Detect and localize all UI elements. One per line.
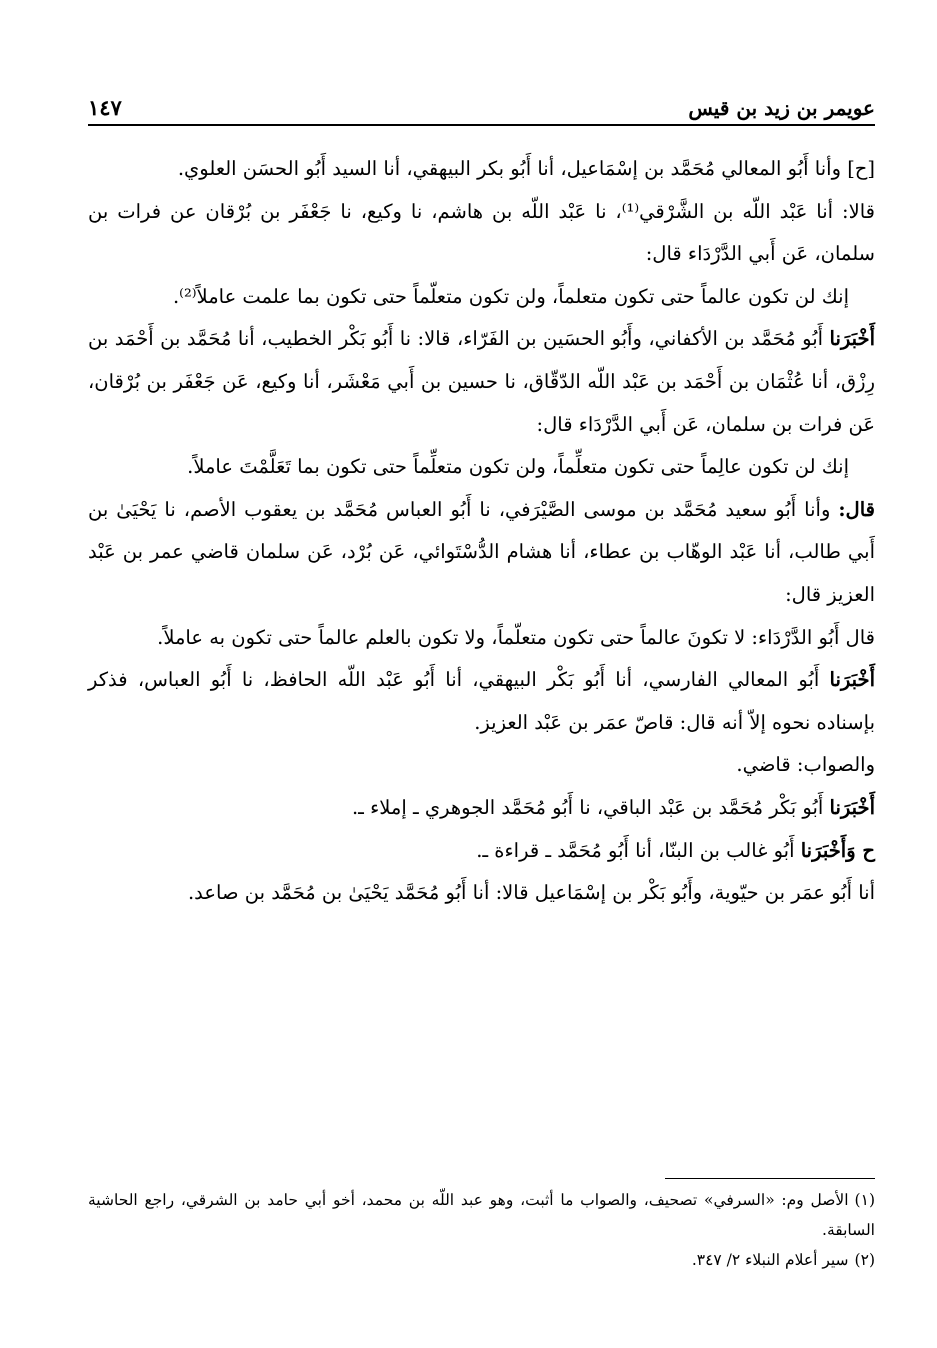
- page-number: ١٤٧: [88, 95, 122, 120]
- paragraph: [88, 659, 875, 744]
- paragraph: [88, 318, 875, 446]
- footnote: [88, 1185, 875, 1245]
- main-text: [88, 148, 875, 915]
- paragraph-text: أَبُو المعالي الفارسي، أنا أَبُو بَكْر البيهقي، أنا أَبُو عَبْد اللّه الحافظ، نا أَبُو العباس، فذكر بإسناده نحوه إلاّ أنه قال: قاصّ عمَر بن عَبْد العزيز.: [88, 668, 875, 734]
- footnote: [88, 1245, 875, 1275]
- paragraph-lead: أَخْبَرَنا: [829, 795, 875, 819]
- footnote-number: (١): [854, 1191, 875, 1209]
- footnote-divider: [665, 1178, 875, 1179]
- paragraph-text: إنك لن تكون عالماً حتى تكون متعلماً، ولن تكون متعلّماً حتى تكون بما علمت عاملاً⁽²⁾.: [172, 284, 849, 308]
- paragraph: [88, 744, 875, 787]
- paragraph-lead: أَخْبَرَنا: [829, 327, 875, 351]
- paragraph: [88, 617, 875, 660]
- paragraph: [88, 148, 875, 191]
- paragraph: [88, 872, 875, 915]
- footnote-number: (٢): [854, 1251, 875, 1269]
- paragraph: [88, 787, 875, 830]
- footnote-text: الأصل وم: «السرفي» تصحيف، والصواب ما أثبت، وهو عبد اللّه بن محمد، أخو أبي حامد بن الشرقي، راجع الحاشية السابقة.: [88, 1191, 875, 1239]
- paragraph-lead: ح وَأَخْبَرَنا: [800, 838, 875, 862]
- paragraph: [88, 830, 875, 873]
- paragraph-text: أَبُو بَكْر مُحَمَّد بن عَبْد الباقي، نا أَبُو مُحَمَّد الجوهري ـ إملاء ـ.: [351, 795, 830, 819]
- paragraph-text: أنا أَبُو عمَر بن حيّوية، وأَبُو بَكْر بن إسْمَاعيل قالا: أنا أَبُو مُحَمَّد يَحْيَىٰ بن مُحَمَّد بن صاعد.: [187, 881, 875, 905]
- paragraph-text: قال أَبُو الدَّرْدَاء: لا تكونَ عالماً حتى تكون متعلّماً، ولا تكون بالعلم عالماً حتى تكون به عاملاً.: [157, 625, 875, 649]
- paragraph: [88, 446, 875, 489]
- footnotes: [88, 1178, 875, 1275]
- paragraph: [88, 489, 875, 617]
- paragraph-text: والصواب: قاضي.: [736, 753, 875, 777]
- page-header: [88, 88, 875, 126]
- paragraph-text: أَبُو غالب بن البنّا، أنا أَبُو مُحَمَّد ـ قراءة ـ.: [476, 838, 801, 862]
- paragraph-text: أَبُو مُحَمَّد بن الأكفاني، وأَبُو الحسَين بن الفَرّاء، قالا: نا أَبُو بَكْر الخطيب، أنا مُحَمَّد بن أَحْمَد بن رِزْق، أنا عُثْمَان بن أَحْمَد بن عَبْد اللّه الدّقّاق، نا حسين بن أَبي مَعْشَر، أنا وكيع، عَن جَعْفَر بن بُرْقان، عَن فرات بن سلمان، عَن أَبي الدَّرْدَاء قال:: [88, 327, 875, 436]
- paragraph-text: وأنا أَبُو سعيد مُحَمَّد بن موسى الصَّيْرَفي، نا أَبُو العباس مُحَمَّد بن يعقوب الأصم، نا يَحْيَىٰ بن أَبي طالب، أنا عَبْد الوهّاب بن عطاء، أنا هشام الدُّسْتَوائي، عَن بُرْد، عَن سلمان قاضي عمر بن عَبْد العزيز قال:: [88, 497, 875, 606]
- footnote-text: سير أعلام النبلاء ٢/ ٣٤٧.: [691, 1251, 849, 1269]
- paragraph-text: قالا: أنا عَبْد اللّه بن الشَّرْقي⁽¹⁾، نا عَبْد اللّه بن هاشم، نا وكيع، نا جَعْفَر بن بُرْقان عن فرات بن سلمان، عَن أَبي الدَّرْدَاء قال:: [88, 199, 875, 266]
- paragraph-text: [ح] وأنا أَبُو المعالي مُحَمَّد بن إسْمَاعيل، أنا أَبُو بكر البيهقي، أنا السيد أَبُو الحسَن العلوي.: [177, 157, 875, 180]
- running-title: عويمر بن زيد بن قيس: [688, 96, 875, 120]
- paragraph-lead: قال:: [838, 497, 875, 521]
- paragraph: [88, 276, 875, 319]
- paragraph-lead: أَخْبَرَنا: [829, 668, 875, 692]
- page: [88, 88, 875, 915]
- paragraph: [88, 191, 875, 276]
- paragraph-text: إنك لن تكون عالِماً حتى تكون متعلِّماً، ولن تكون متعلِّماً حتى تكون بما تَعَلَّمْتَ عاملاً.: [187, 455, 849, 479]
